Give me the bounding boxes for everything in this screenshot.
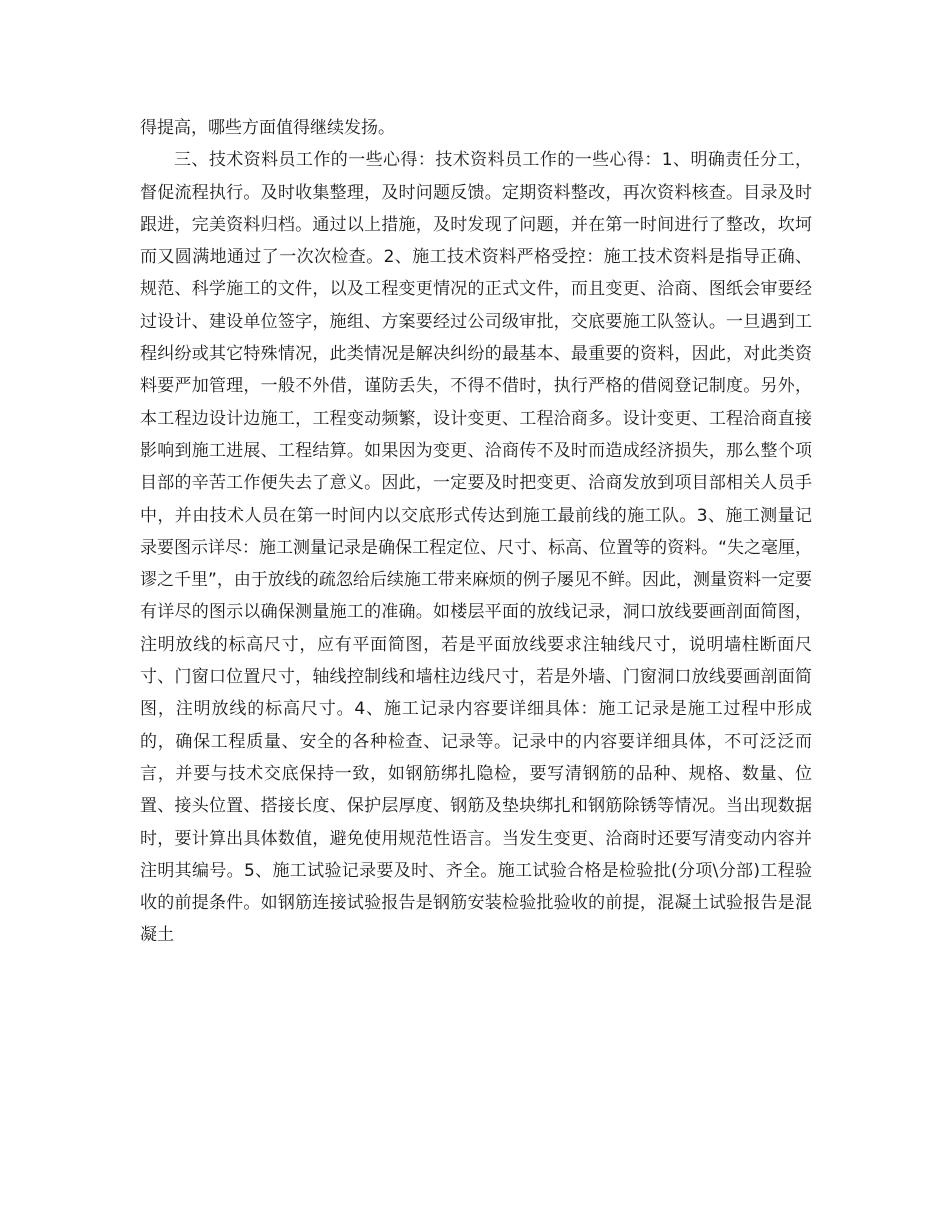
paragraph-tech-data-clerk-experience: 三、技术资料员工作的一些心得：技术资料员工作的一些心得：1、明确责任分工，督促流程执行。及时收集整理，及时问题反馈。定期资料整改，再次资料核查。目录及时跟进，完美资料归档。通过以上措施，及时发现了问题，并在第一时间进行了整改，坎坷而又圆满地通过了一次次检查。2、施工技术资料严格受控：施工技术资料是指导正确、规范、科学施工的文件，以及工程变更情况的正式文件，而且变更、洽商、图纸会审要经过设计、建设单位签字，施组、方案要经过公司级审批，交底要施工队签认。一旦遇到工程纠纷或其它特殊情况，此类情况是解决纠纷的最基本、最重要的资料，因此，对此类资料要严加管理，一般不外借，谨防丢失，不得不借时，执行严格的借阅登记制度。另外，本工程边设计边施工，工程变动频繁，设计变更、工程洽商多。设计变更、工程洽商直接影响到施工进展、工程结算。如果因为变更、洽商传不及时而造成经济损失，那么整个项目部的辛苦工作便失去了意义。因此，一定要及时把变更、洽商发放到项目部相关人员手中，并由技术人员在第一时间内以交底形式传达到施工最前线的施工队。3、施工测量记录要图示详尽：施工测量记录是确保工程定位、尺寸、标高、位置等的资料。“失之毫厘，谬之千里”，由于放线的疏忽给后续施工带来麻烦的例子屡见不鲜。因此，测量资料一定要有详尽的图示以确保测量施工的准确。如楼层平面的放线记录，洞口放线要画剖面简图，注明放线的标高尺寸，应有平面简图，若是平面放线要求注轴线尺寸，说明墙柱断面尺寸、门窗口位置尺寸，轴线控制线和墙柱边线尺寸，若是外墙、门窗洞口放线要画剖面简图，注明放线的标高尺寸。4、施工记录内容要详细具体：施工记录是施工过程中形成的，确保工程质量、安全的各种检查、记录等。记录中的内容要详细具体，不可泛泛而言，并要与技术交底保持一致，如钢筋绑扎隐检，要写清钢筋的品种、规格、数量、位置、接头位置、搭接长度、保护层厚度、钢筋及垫块绑扎和钢筋除锈等情况。当出现数据时，要计算出具体数值，避免使用规范性语言。当发生变更、洽商时还要写清变动内容并注明其编号。5、施工试验记录要及时、齐全。施工试验合格是检验批(分项\分部)工程验收的前提条件。如钢筋连接试验报告是钢筋安装检验批验收的前提，混凝土试验报告是混凝土	[140, 150, 812, 946]
document-body	[140, 112, 812, 952]
paragraph-continuation: 得提高，哪些方面值得继续发扬。	[140, 118, 395, 138]
